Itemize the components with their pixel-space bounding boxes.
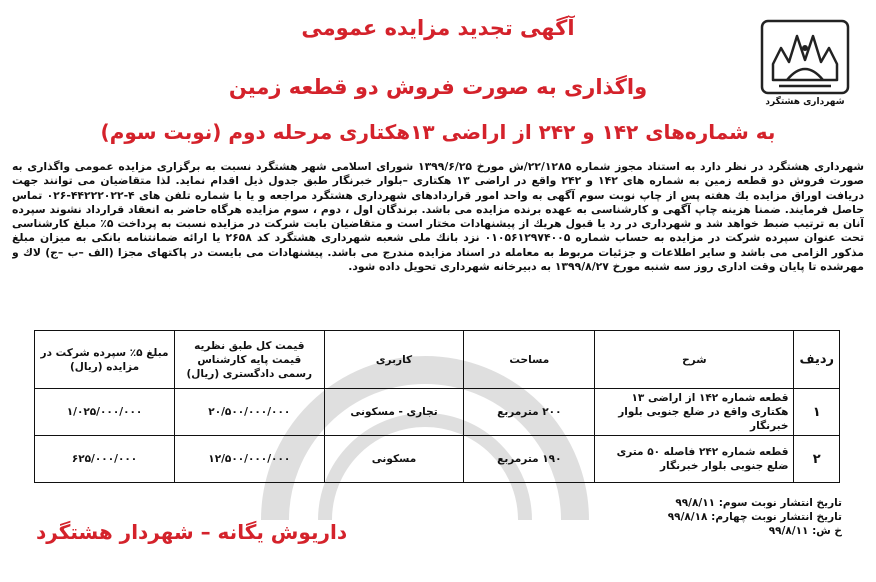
cell-description: قطعه شماره ۲۴۲ فاصله ۵۰ متری ضلع جنوبی بلوار خبرنگار (595, 436, 794, 483)
cell-usage: مسكونی (324, 436, 464, 483)
header-deposit: مبلغ ۵٪ سپرده شركت در مزایده (ریال) (35, 331, 175, 389)
table-row (35, 436, 840, 483)
header-area: مساحت (464, 331, 595, 389)
cell-deposit: ۱/۰۲۵/۰۰۰/۰۰۰ (35, 389, 175, 436)
header-usage: كاربری (324, 331, 464, 389)
logo-text: شهرداری هشتگرد (765, 97, 845, 107)
notice-body: شهرداری هشتگرد در نظر دارد به استناد مجوز شماره ۲۲/۱۲۸۵/ش مورخ ۱۳۹۹/۶/۲۵ شورای اسلامی شهر هشتگرد نسبت به برگزاری مزایده عمومی واگذاری به صورت فروش دو قطعه زمین به شماره های ۱۴۲ و ۲۴۲ واقع در اراضی ۱۳ هکتاری –بلوار خبرنگار طبق جدول ذیل اقدام نماید. لذا متقاضیان می توانند جهت دریافت اوراق مزایده یك هفته پس از چاپ نوبت سوم آگهی به واحد امور قراردادهای شهرداری هشتگرد مراجعه و یا با شماره تلفن های ۴-۴۴۲۲۲۰۲۲-۰۲۶ تماس حاصل فرمایند. ضمنا هزینه چاپ آگهی و كارشناسی به عهده برنده مزایده می باشد. برندگان اول ، دوم ، سوم مزایده هرگاه حاضر به انعقاد قرارداد نشوند سپرده آنان به ترتیب ضبط خواهد شد و شهرداری در رد یا قبول هریك از پیشنهادات مختار است و متقاضیان بابت شركت در مزایده نسبت به پرداخت ۵٪ مبلغ كارشناسی تحت عنوان سپرده شركت در مزایده به حساب شماره ۰۱۰۵۶۱۲۹۷۴۰۰۵ نزد بانك ملی شعبه شهرداری هشتگرد كد ۲۶۵۸ یا ارائه ضمانتنامه بانكی به میزان مبلغ مذكور الزامی می باشد و سایر اطلاعات و جزئیات مربوط به معامله در اسناد مزایده مندرج می باشد. پیشنهادات می بایست در پاكتهای مجزا (الف –ب –ج) لاك و مهرشده تا پایان وقت اداری روز سه شنبه مورخ ۱۳۹۹/۸/۲۷ به دبیرخانه شهرداری تحویل داده شود. (12, 160, 864, 274)
publication-code: خ ش: ۹۹/۸/۱۱ (768, 525, 842, 537)
cell-usage: تجاری - مسكونی (324, 389, 464, 436)
cell-row-number: ۲ (794, 436, 840, 483)
cell-total-price: ۱۲/۵۰۰/۰۰۰/۰۰۰ (175, 436, 325, 483)
publication-dates (668, 496, 842, 538)
cell-row-number: ۱ (794, 389, 840, 436)
table-row (35, 389, 840, 436)
publication-date-third: تاریخ انتشار نوبت سوم: ۹۹/۸/۱۱ (675, 497, 842, 509)
cell-area: ۲۰۰ مترمربع (464, 389, 595, 436)
cell-total-price: ۲۰/۵۰۰/۰۰۰/۰۰۰ (175, 389, 325, 436)
title-line-1: آگهی تجدید مزایده عمومی (301, 16, 575, 40)
title-line-2: واگذاری به صورت فروش دو قطعه زمین (228, 75, 648, 99)
header-row-number: ردیف (794, 331, 840, 389)
table-header-row (35, 331, 840, 389)
header-total-price: قیمت كل طبق نظریه قیمت پایه كارشناس رسمی دادگستری (ریال) (175, 331, 325, 389)
cell-deposit: ۶۲۵/۰۰۰/۰۰۰ (35, 436, 175, 483)
header-description: شرح (595, 331, 794, 389)
lots-table (34, 330, 840, 483)
cell-area: ۱۹۰ مترمربع (464, 436, 595, 483)
cell-description: قطعه شماره ۱۴۲ از اراضی ۱۳ هكتاری واقع در ضلع جنوبی بلوار خبرنگار (595, 389, 794, 436)
title-line-3: به شماره‌های ۱۴۲ و ۲۴۲ از اراضی ۱۳هکتاری مرحله دوم (نوبت سوم) (100, 120, 776, 144)
publication-date-fourth: تاریخ انتشار نوبت چهارم: ۹۹/۸/۱۸ (667, 511, 842, 523)
mayor-signature: داریوش یگانه – شهردار هشتگرد (36, 520, 348, 544)
